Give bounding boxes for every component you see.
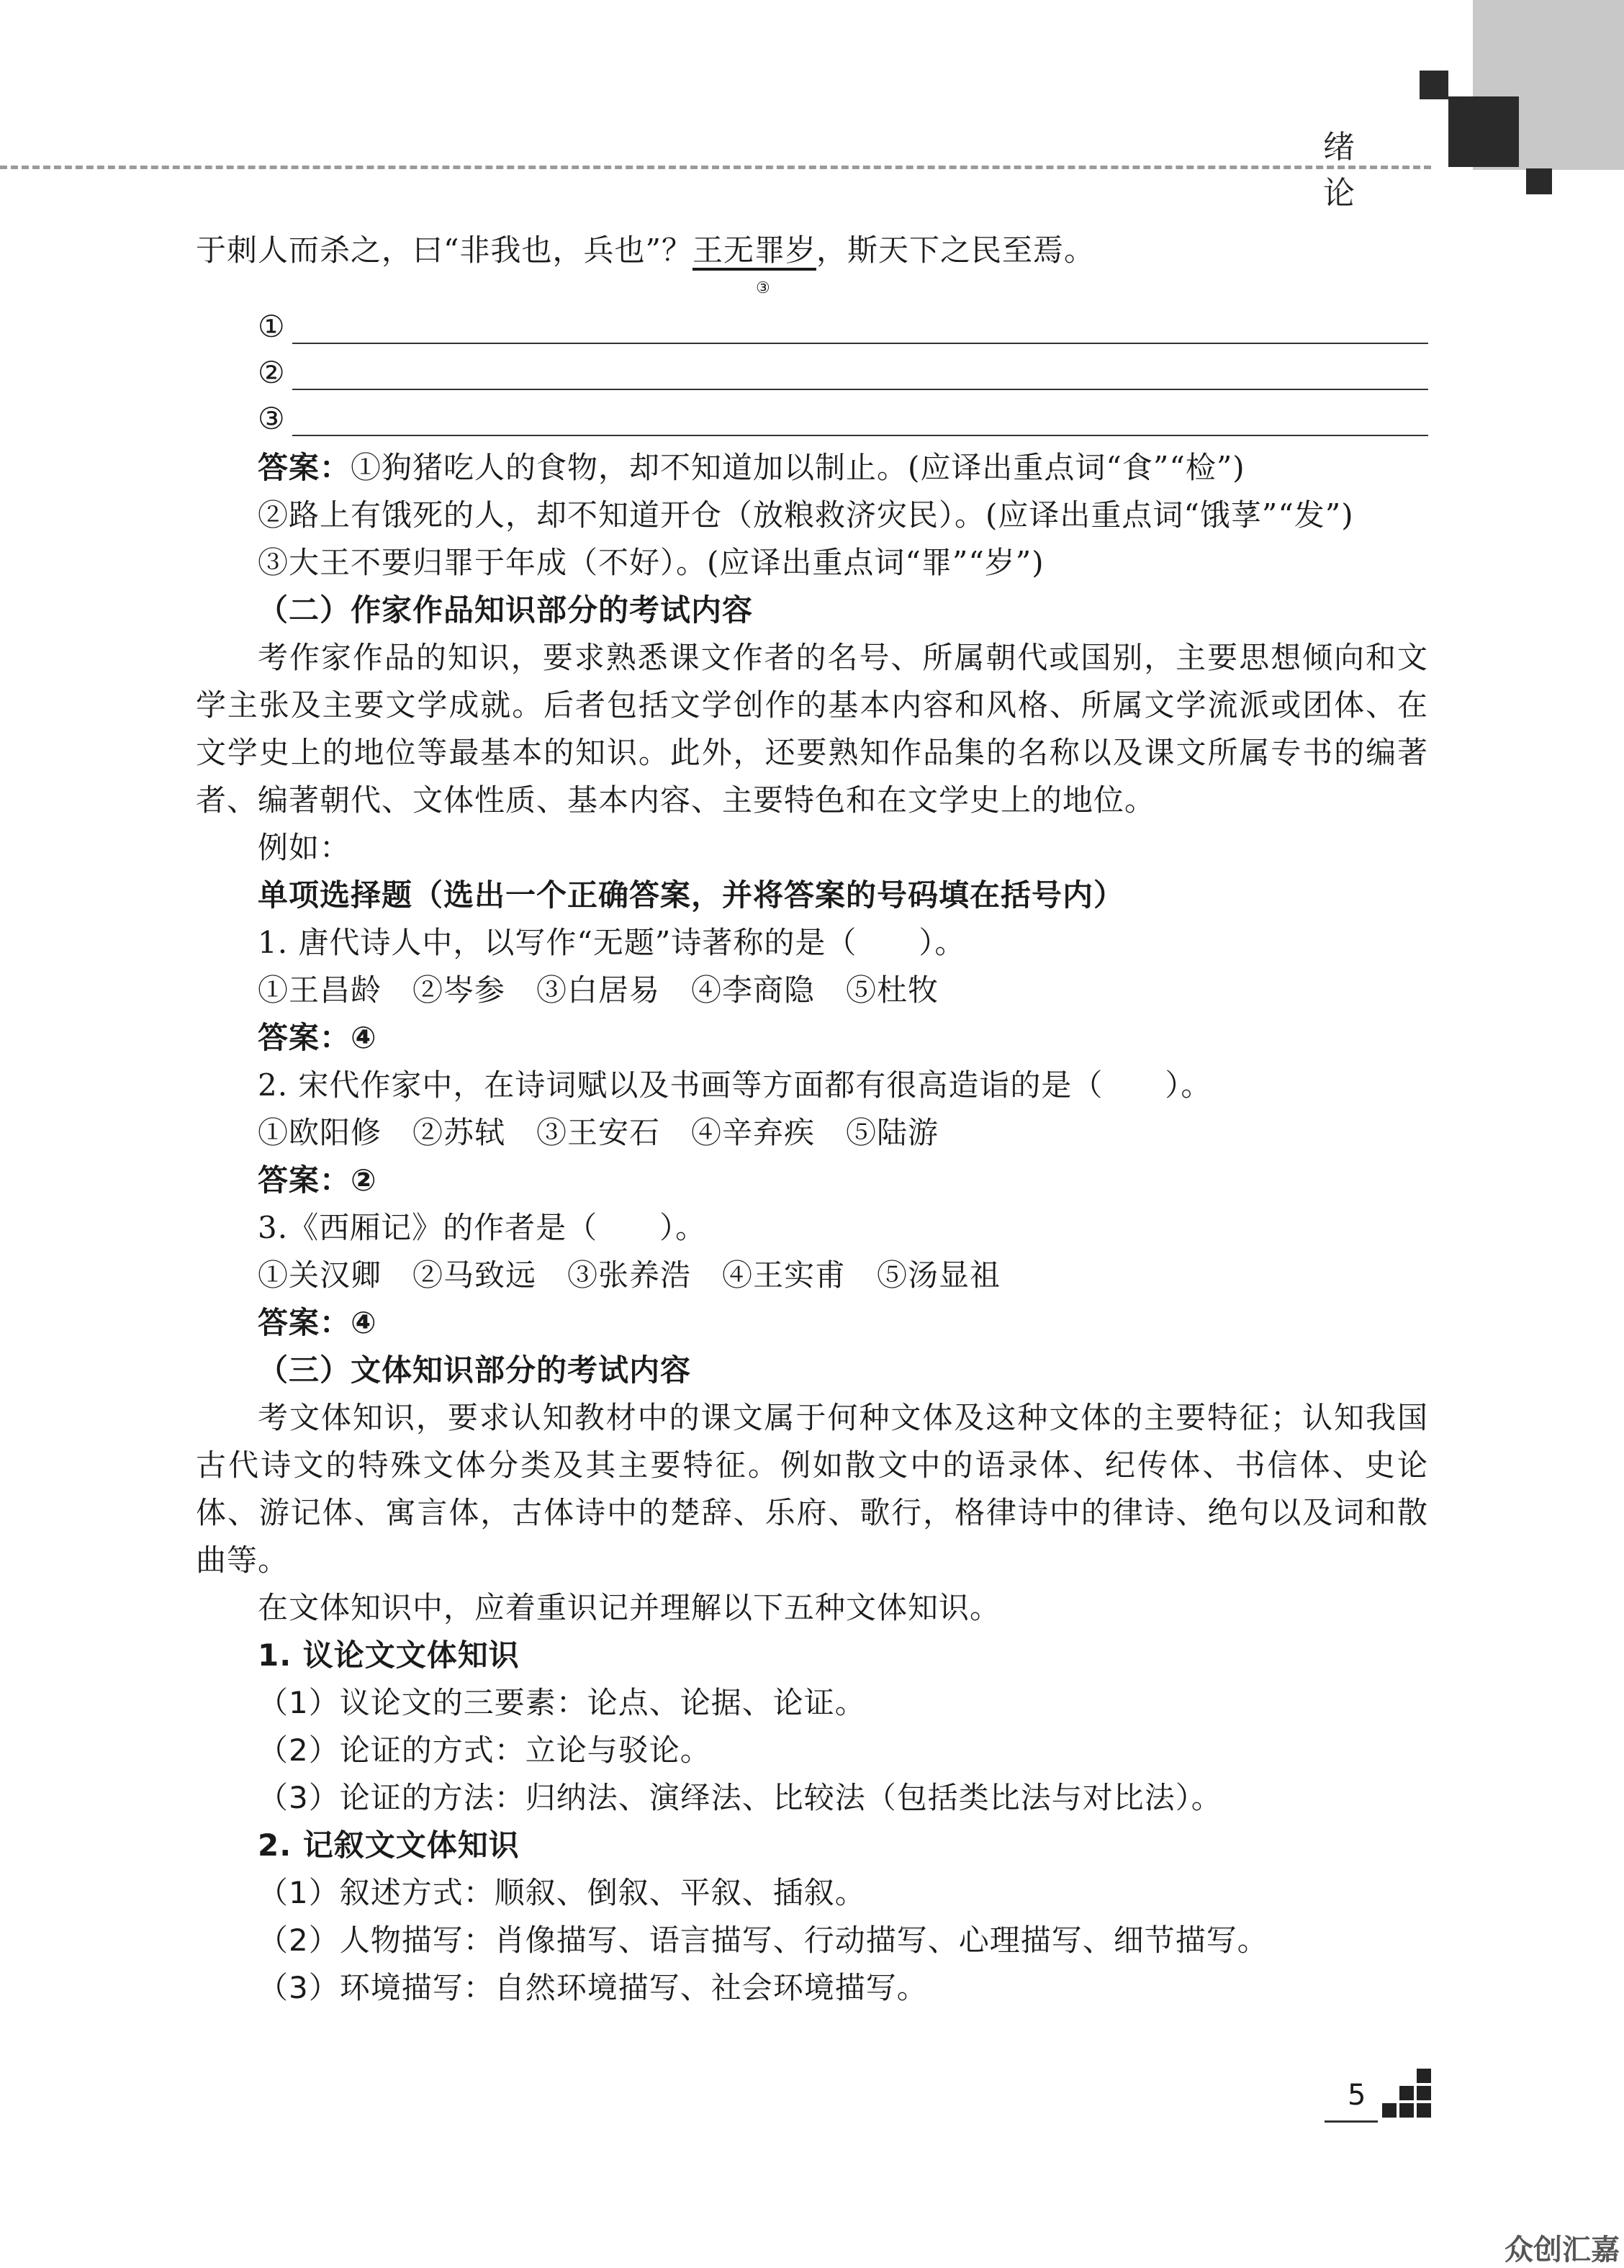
question-2: 2. 宋代作家中，在诗词赋以及书画等方面都有很高造诣的是（ ）。 (258, 1067, 1212, 1103)
section-heading-3: （三）文体知识部分的考试内容 (258, 1352, 692, 1388)
blank-number: ③ (258, 401, 285, 436)
header-dashed-rule (0, 166, 1431, 169)
footer-square-1 (1382, 2103, 1397, 2118)
blank-line-3 (258, 397, 1428, 441)
header-black-square-2 (1448, 96, 1519, 167)
blank-number: ① (258, 309, 285, 344)
question-1-answer: 答案：④ (258, 1020, 377, 1055)
subheading-1: 1. 议论文文体知识 (258, 1637, 520, 1673)
question-2-options: ①欧阳修 ②苏轼 ③王安石 ④辛弃疾 ⑤陆游 (258, 1115, 939, 1150)
footer-square-2 (1399, 2086, 1414, 2100)
question-1-options: ①王昌龄 ②岑参 ③白居易 ④李商隐 ⑤杜牧 (258, 972, 939, 1008)
underline-marker: ③ (756, 279, 770, 297)
answer-line-1 (258, 446, 1245, 489)
intro-line: 在文体知识中，应着重识记并理解以下五种文体知识。 (258, 1590, 1001, 1625)
answer-line-2: ②路上有饿死的人，却不知道开仓（放粮救济灾民）。(应译出重点词“饿莩”“发”) (258, 497, 1354, 533)
text-before: 于刺人而杀之，曰“非我也，兵也”？ (196, 232, 693, 268)
paragraph-line: 文学史上的地位等最基本的知识。此外，还要熟知作品集的名称以及课文所属专书的编著 (196, 735, 1428, 770)
footer-square-3 (1399, 2103, 1414, 2118)
answer-line-3: ③大王不要归罪于年成（不好）。(应译出重点词“罪”“岁”) (258, 545, 1045, 580)
section-heading-2: （二）作家作品知识部分的考试内容 (258, 592, 754, 628)
section-title: 绪 论 (1323, 129, 1379, 212)
blank-line-2 (258, 351, 1428, 394)
list-item: （3）论证的方法：归纳法、演绎法、比较法（包括类比法与对比法）。 (258, 1780, 1222, 1815)
question-3-options: ①关汉卿 ②马致远 ③张养浩 ④王实甫 ⑤汤显祖 (258, 1257, 1001, 1293)
page-number-rule (1325, 2120, 1378, 2123)
task-instruction: 单项选择题（选出一个正确答案，并将答案的号码填在括号内） (258, 877, 1125, 913)
paragraph-line: 学主张及主要文学成就。后者包括文学创作的基本内容和风格、所属文学流派或团体、在 (196, 687, 1428, 723)
underlined-phrase: 王无罪岁 (692, 232, 816, 268)
paragraph-line: 者、编著朝代、文体性质、基本内容、主要特色和在文学史上的地位。 (196, 782, 1156, 818)
footer-square-6 (1417, 2069, 1431, 2083)
list-item: （1）叙述方式：顺叙、倒叙、平叙、插叙。 (258, 1875, 866, 1910)
paragraph-line: 古代诗文的特殊文体分类及其主要特征。例如散文中的语录体、纪传体、书信体、史论 (196, 1447, 1428, 1483)
question-3: 3.《西厢记》的作者是（ ）。 (258, 1210, 707, 1245)
question-1: 1. 唐代诗人中，以写作“无题”诗著称的是（ ）。 (258, 925, 966, 960)
footer-square-5 (1417, 2103, 1431, 2118)
continued-text-line (196, 229, 1095, 272)
page-number: 5 (1348, 2079, 1366, 2112)
footer-square-4 (1417, 2086, 1431, 2100)
list-item: （3）环境描写：自然环境描写、社会环境描写。 (258, 1970, 928, 2005)
question-3-answer: 答案：④ (258, 1305, 377, 1340)
answer-label: 答案： (258, 450, 351, 485)
list-item: （2）论证的方式：立论与驳论。 (258, 1732, 711, 1768)
list-item: （1）议论文的三要素：论点、论据、论证。 (258, 1685, 866, 1720)
header-black-square-3 (1526, 168, 1552, 194)
question-2-answer: 答案：② (258, 1162, 377, 1198)
text-after: ，斯天下之民至焉。 (816, 232, 1095, 268)
paragraph-line: 曲等。 (196, 1542, 289, 1578)
paragraph-line: 考作家作品的知识，要求熟悉课文作者的名号、所属朝代或国别，主要思想倾向和文 (258, 640, 1428, 675)
header-black-square-1 (1420, 71, 1448, 99)
paragraph-line: 考文体知识，要求认知教材中的课文属于何种文体及这种文体的主要特征；认知我国 (258, 1400, 1428, 1435)
blank-line-1 (258, 305, 1428, 348)
subheading-2: 2. 记叙文文体知识 (258, 1827, 520, 1863)
paragraph-line: 体、游记体、寓言体，古体诗中的楚辞、乐府、歌行，格律诗中的律诗、绝句以及词和散 (196, 1495, 1428, 1530)
blank-number: ② (258, 355, 285, 390)
answer-text: ①狗猪吃人的食物，却不知道加以制止。(应译出重点词“食”“检”) (351, 450, 1245, 485)
list-item: （2）人物描写：肖像描写、语言描写、行动描写、心理描写、细节描写。 (258, 1923, 1268, 1958)
watermark: 众创汇嘉 (1505, 2233, 1620, 2267)
example-label: 例如： (258, 830, 351, 865)
